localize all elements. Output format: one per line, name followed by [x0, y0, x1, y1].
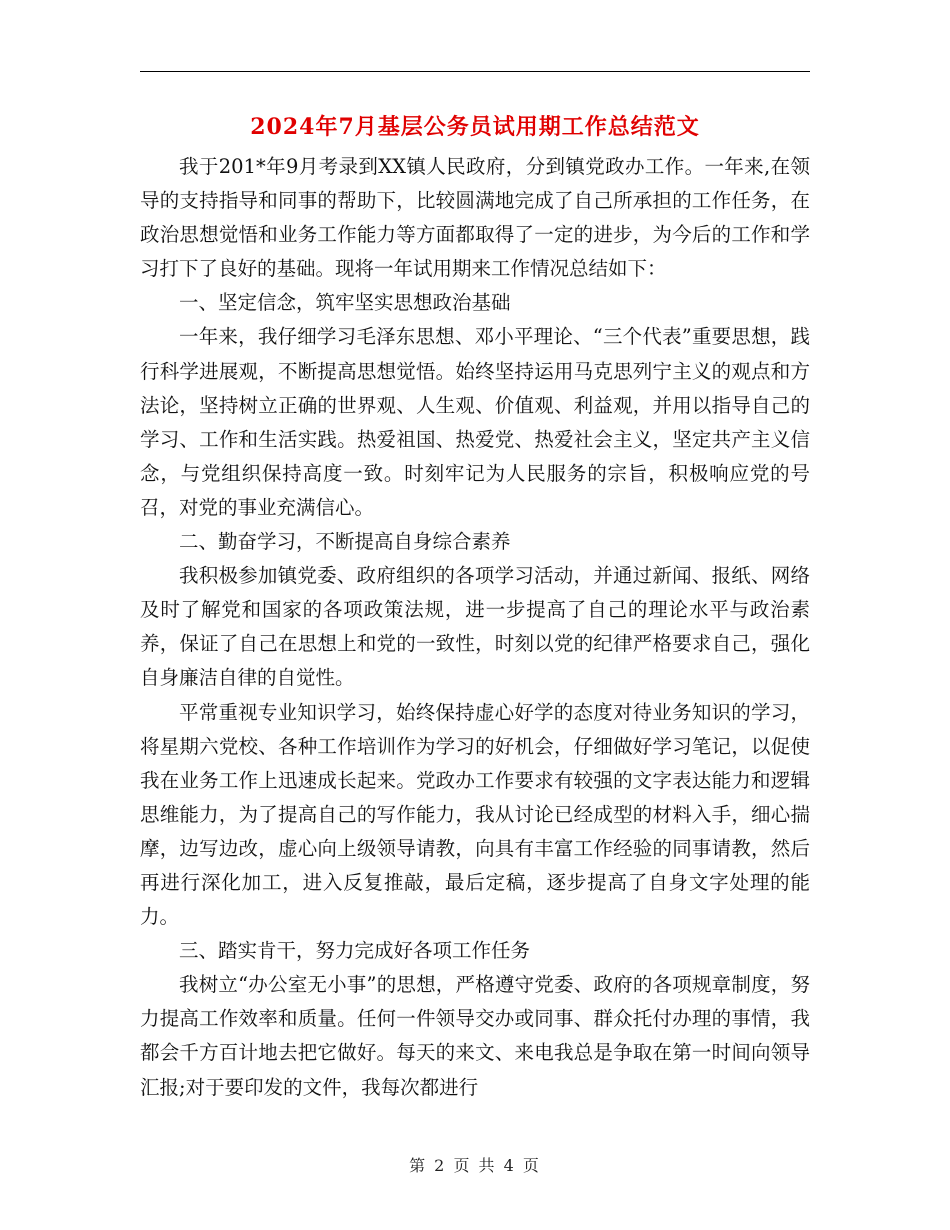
- paragraph-intro: 我于201*年9月考录到XX镇人民政府，分到镇党政办工作。一年来,在领导的支持指导和同事的帮助下，比较圆满地完成了自己所承担的工作任务，在政治思想觉悟和业务工作能力等方面都取得了一定的进步，为今后的工作和学习打下了良好的基础。现将一年试用期来工作情况总结如下：: [140, 155, 810, 281]
- header-rule: [140, 71, 810, 72]
- section-heading-3: 三、踏实肯干，努力完成好各项工作任务: [179, 939, 531, 963]
- section-heading-2: 二、勤奋学习，不断提高自身综合素养: [179, 530, 511, 554]
- page-number-footer: 第 2 页 共 4 页: [409, 1156, 541, 1175]
- paragraph-section-3: 我树立“办公室无小事”的思想，严格遵守党委、政府的各项规章制度，努力提高工作效率和质量。任何一件领导交办或同事、群众托付办理的事情，我都会千方百计地去把它做好。每天的来文、来电我总是争取在第一时间向领导汇报;对于要印发的文件，我每次都进行: [140, 973, 810, 1099]
- section-heading-1: 一、坚定信念，筑牢坚实思想政治基础: [179, 291, 511, 315]
- document-title: 2024年7月基层公务员试用期工作总结范文: [250, 114, 700, 140]
- paragraph-section-1: 一年来，我仔细学习毛泽东思想、邓小平理论、“三个代表”重要思想，践行科学进展观，不断提高思想觉悟。始终坚持运用马克思列宁主义的观点和方法论，坚持树立正确的世界观、人生观、价值观、利益观，并用以指导自己的学习、工作和生活实践。热爱祖国、热爱党、热爱社会主义，坚定共产主义信念，与党组织保持高度一致。时刻牢记为人民服务的宗旨，积极响应党的号召，对党的事业充满信心。: [140, 325, 810, 519]
- document-body: [140, 150, 810, 1105]
- paragraph-section-2b: 平常重视专业知识学习，始终保持虚心好学的态度对待业务知识的学习，将星期六党校、各种工作培训作为学习的好机会，仔细做好学习笔记，以促使我在业务工作上迅速成长起来。党政办工作要求有较强的文字表达能力和逻辑思维能力，为了提高自己的写作能力，我从讨论已经成型的材料入手，细心揣摩，边写边改，虚心向上级领导请教，向具有丰富工作经验的同事请教，然后再进行深化加工，进入反复推敲，最后定稿，逐步提高了自身文字处理的能力。: [140, 700, 810, 929]
- paragraph-section-2a: 我积极参加镇党委、政府组织的各项学习活动，并通过新闻、报纸、网络及时了解党和国家的各项政策法规，进一步提高了自己的理论水平与政治素养，保证了自己在思想上和党的一致性，时刻以党的纪律严格要求自己，强化自身廉洁自律的自觉性。: [140, 564, 810, 690]
